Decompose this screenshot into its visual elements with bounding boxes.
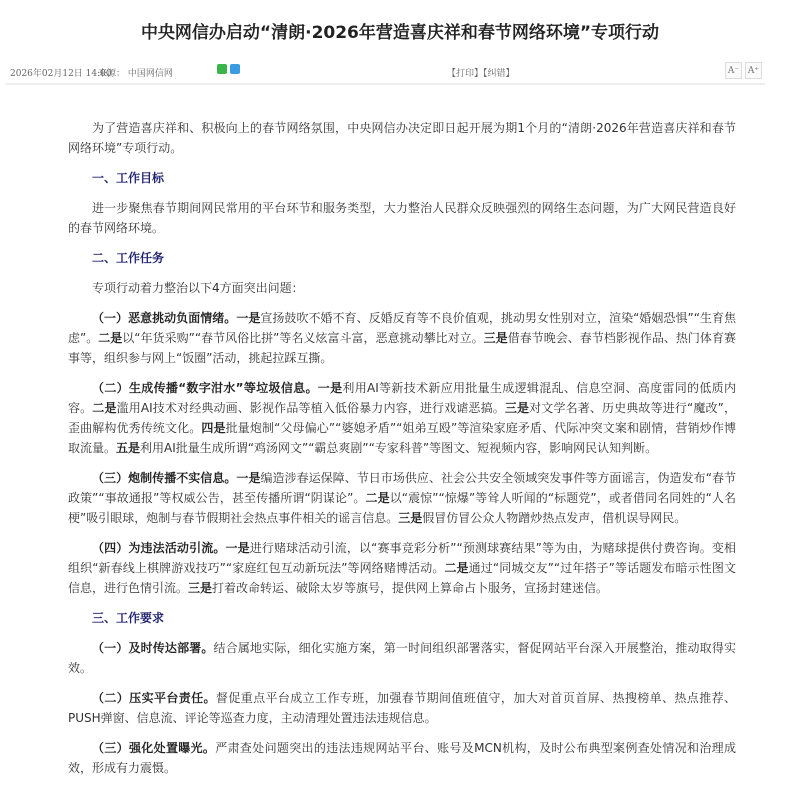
bold-text: （三）强化处置曝光。 (92, 741, 216, 755)
article-actions (447, 66, 515, 79)
header-divider (5, 83, 765, 85)
qzone-share-icon[interactable] (230, 64, 240, 74)
article-body (68, 118, 736, 788)
text: 以“震惊”“惊爆”等耸人听闻的“标题党”，或者借同名同姓的“人名梗”吸引眼球，炮制与春节假期社会热点事件相关的谣言信息。 (68, 491, 736, 525)
section-heading (68, 248, 736, 268)
bold-text: 一是 (317, 381, 343, 395)
text: 假冒仿冒公众人物蹭炒热点发声，借机误导网民。 (422, 511, 687, 525)
text: 二、工作任务 (92, 251, 165, 265)
paragraph (68, 538, 736, 598)
text: 一、工作目标 (92, 171, 165, 185)
text: 利用AI批量生成所谓“鸡汤网文”“霸总爽剧”“专家科普”等图文、短视频内容，影响网民认知判断。 (140, 441, 658, 455)
bold-text: 三是 (504, 401, 530, 415)
print-link[interactable]: 【打印】 (447, 69, 484, 79)
paragraph (68, 738, 736, 778)
text: 专项行动着力整治以下4方面突出问题： (92, 281, 304, 295)
paragraph (68, 688, 736, 728)
font-increase-button[interactable]: A⁺ (745, 62, 762, 79)
bold-text: 三是 (398, 511, 423, 525)
bold-text: 一是 (225, 541, 250, 555)
text: 督促重点平台成立工作专班，加强春节期间值班值守，加大对首页首屏、热搜榜单、热点推荐、PUSH弹窗、信息流、评论等巡查力度，主动清理处置违法违规信息。 (68, 691, 736, 725)
paragraph (68, 308, 736, 368)
bold-text: （四）为违法活动引流。 (92, 541, 226, 555)
paragraph (68, 378, 736, 458)
text: 利用AI等新技术新应用批量生成逻辑混乱、信息空洞、高度雷同的低质内容。 (68, 381, 736, 415)
bold-text: （一）恶意挑动负面情绪。 (92, 311, 237, 325)
bold-text: 二是 (444, 561, 469, 575)
bold-text: 二是 (365, 491, 390, 505)
text: 批量炮制“父母偏心”“婆媳矛盾”“姐弟互殴”等渲染家庭矛盾、代际冲突文案和剧情，营销炒作博取流量。 (68, 421, 736, 455)
text: 以“年货采购”“春节风俗比拼”等名义炫富斗富，恶意挑动攀比对立。 (122, 331, 484, 345)
text: 对文学名著、历史典故等进行“魔改”，歪曲解构优秀传统文化。 (68, 401, 736, 435)
paragraph (68, 198, 736, 238)
text: 严肃查处问题突出的违法违规网站平台、账号及MCN机构，及时公布典型案例查处情况和治理成效，形成有力震慑。 (68, 741, 736, 775)
bold-text: （一）及时传达部署。 (92, 641, 214, 655)
paragraph (68, 278, 736, 298)
bold-text: 一是 (236, 471, 261, 485)
text: 借春节晚会、春节档影视作品、热门体育赛事等，组织参与网上“饭圈”活动，挑起拉踩互撕。 (68, 331, 736, 365)
paragraph (68, 638, 736, 678)
section-heading (68, 168, 736, 188)
bold-text: 一是 (236, 311, 261, 325)
bold-text: 三是 (483, 331, 508, 345)
wechat-share-icon[interactable] (217, 64, 227, 74)
text: 进一步聚焦春节期间网民常用的平台环节和服务类型，大力整治人民群众反映强烈的网络生态问题，为广大网民营造良好的春节网络环境。 (68, 201, 736, 235)
text: 打着改命转运、破除太岁等旗号，提供网上算命占卜服务，宣扬封建迷信。 (212, 581, 609, 595)
share-icons (217, 64, 240, 74)
bold-text: （二）生成传播“数字泔水”等垃圾信息。 (92, 381, 318, 395)
paragraph (68, 468, 736, 528)
bold-text: 三是 (188, 581, 213, 595)
article-source: 来源： 中国网信网 (98, 69, 173, 79)
publish-date: 2026年02月12日 14:00 (10, 69, 112, 79)
text: 进行赌球活动引流，以“赛事竞彩分析”“预测球赛结果”等为由，为赌球提供付费咨询。变相组织“新春线上棋牌游戏技巧”“家庭红包互动新玩法”等网络赌博活动。 (68, 541, 736, 575)
paragraph (68, 118, 736, 158)
text: 宣扬鼓吹不婚不育、反婚反育等不良价值观，挑动男女性别对立，渲染“婚姻恐惧”“生育焦虑”。 (68, 311, 736, 345)
font-decrease-button[interactable]: A⁻ (725, 62, 742, 79)
correction-link[interactable]: 【纠错】 (483, 69, 515, 79)
bold-text: 四是 (201, 421, 226, 435)
section-heading (68, 608, 736, 628)
article-meta (10, 64, 762, 80)
text: 三、工作要求 (92, 611, 165, 625)
bold-text: 五是 (116, 441, 141, 455)
text: 滥用AI技术对经典动画、影视作品等植入低俗暴力内容，进行戏谑恶搞。 (116, 401, 505, 415)
text: 为了营造喜庆祥和、积极向上的春节网络氛围，中央网信办决定即日起开展为期1个月的“清朗·2026年营造喜庆祥和春节网络环境”专项行动。 (68, 121, 736, 155)
article-title: 中央网信办启动“清朗·2026年营造喜庆祥和春节网络环境”专项行动 (140, 23, 660, 43)
text: 结合属地实际，细化实施方案，第一时间组织部署落实，督促网站平台深入开展整治，推动取得实效。 (68, 641, 736, 675)
font-size-controls (725, 62, 762, 79)
bold-text: （二）压实平台责任。 (92, 691, 216, 705)
text: 通过“同城交友”“过年搭子”等话题发布暗示性图文信息，进行色情引流。 (68, 561, 736, 595)
bold-text: 二是 (92, 401, 117, 415)
bold-text: 二是 (98, 331, 123, 345)
bold-text: （三）炮制传播不实信息。 (92, 471, 237, 485)
text: 编造涉春运保障、节日市场供应、社会公共安全领域突发事件等方面谣言，伪造发布“春节政策”“事故通报”等权威公告，甚至传播所谓“阴谋论”。 (68, 471, 736, 505)
